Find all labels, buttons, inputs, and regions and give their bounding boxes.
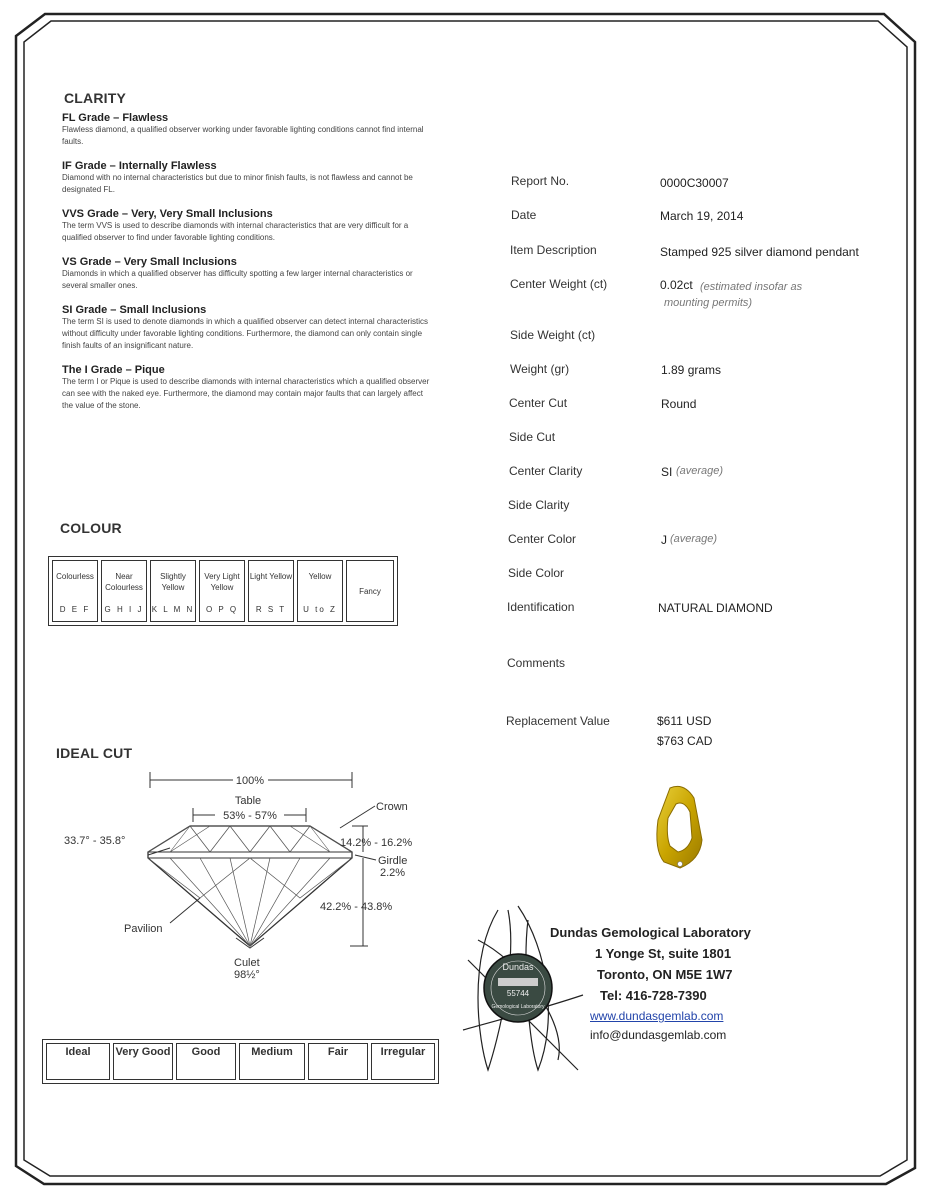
colour-scale [48, 556, 398, 626]
crown-angle-label: 33.7° - 35.8° [64, 835, 126, 847]
colour-cell: Yellow U to Z [297, 560, 343, 622]
cut-grade-cell: Irregular [371, 1043, 435, 1080]
clarity-grade-description: The term VVS is used to describe diamonds with internal characteristics that are very difficult for a qualified observer to find under favorable lighting conditions. [62, 221, 409, 242]
lab-telephone: Tel: 416-728-7390 [600, 988, 707, 1003]
replacement-value-cad: $763 CAD [657, 734, 713, 748]
lab-address-line2: Toronto, ON M5E 1W7 [597, 967, 733, 982]
clarity-grade-item [62, 256, 432, 304]
lab-website-link[interactable]: www.dundasgemlab.com [590, 1009, 724, 1023]
table-label: Table [234, 795, 262, 807]
clarity-heading: CLARITY [64, 90, 127, 106]
diamond-proportions-diagram [50, 768, 440, 988]
cut-grade-cell: Very Good [113, 1043, 173, 1080]
center-clarity-note: (average) [676, 465, 724, 477]
identification-label: Identification [507, 600, 575, 614]
center-clarity-label: Center Clarity [509, 464, 583, 478]
pavilion-depth-label: 42.2% - 43.8% [320, 901, 393, 913]
center-weight-value: 0.02ct [660, 278, 693, 292]
pendant-photo [640, 780, 720, 880]
girdle-percent-label: 2.2% [380, 867, 406, 879]
cut-grade-cell: Medium [239, 1043, 305, 1080]
clarity-grade-item [62, 208, 432, 256]
item-description-label: Item Description [510, 243, 597, 257]
cut-grade-cell: Good [176, 1043, 236, 1080]
seal-top-text: Dundas [502, 962, 534, 972]
identification-value: NATURAL DIAMOND [658, 601, 773, 615]
clarity-grade-title: VS Grade – Very Small Inclusions [62, 256, 237, 268]
side-clarity-label: Side Clarity [508, 498, 570, 512]
clarity-grade-item [62, 364, 432, 412]
lab-email: info@dundasgemlab.com [590, 1028, 727, 1042]
clarity-grade-description: Diamonds in which a qualified observer has difficulty spotting a few larger internal characteristics or several smaller ones. [62, 269, 413, 290]
center-weight-label: Center Weight (ct) [510, 277, 608, 291]
clarity-grade-title: SI Grade – Small Inclusions [62, 304, 207, 316]
clarity-grade-list [62, 112, 432, 412]
center-color-note: (average) [670, 533, 718, 545]
culet-angle-label: 98½° [234, 969, 260, 981]
clarity-grade-item [62, 112, 432, 160]
clarity-grade-description: The term I or Pique is used to describe diamonds with internal characteristics which a qualified observer can see with the naked eye. Furthermore, the diamond may contain major faults that can largely affect the value of the stone. [62, 377, 430, 410]
report-number-value: 0000C30007 [660, 176, 729, 190]
replacement-value-usd: $611 USD [657, 714, 712, 728]
clarity-grade-title: IF Grade – Internally Flawless [62, 160, 217, 172]
side-cut-label: Side Cut [509, 430, 556, 444]
clarity-grade-item [62, 304, 432, 364]
center-color-value: J [661, 533, 667, 547]
culet-label: Culet [234, 957, 260, 969]
colour-cell: Slightly Yellow K L M N [150, 560, 196, 622]
weight-label: Weight (gr) [510, 362, 570, 376]
date-value: March 19, 2014 [660, 209, 744, 223]
lab-name: Dundas Gemological Laboratory [550, 925, 751, 940]
item-description-value: Stamped 925 silver diamond pendant [660, 245, 859, 259]
colour-cell: Light Yellow R S T [248, 560, 294, 622]
center-weight-note: (estimated insofar as mounting permits) [664, 281, 803, 309]
replacement-value-label: Replacement Value [506, 714, 610, 728]
clarity-grade-description: The term SI is used to denote diamonds in which a qualified observer can detect internal characteristics without difficulty under favorable lighting conditions. Furthermore, the diamond can only contain single finish faults of an insignificant nature. [62, 317, 428, 350]
clarity-grade-title: VVS Grade – Very, Very Small Inclusions [62, 208, 273, 220]
seal-bottom-text: Gemological Laboratory [491, 1004, 545, 1010]
crown-label: Crown [376, 801, 408, 813]
center-color-label: Center Color [508, 532, 577, 546]
table-percent-label: 53% - 57% [223, 810, 277, 822]
side-color-label: Side Color [508, 566, 565, 580]
comments-label: Comments [507, 656, 566, 670]
report-number-label: Report No. [511, 174, 570, 188]
clarity-grade-description: Flawless diamond, a qualified observer working under favorable lighting conditions cannot find internal faults. [62, 125, 424, 146]
center-cut-value: Round [661, 397, 697, 411]
colour-heading: COLOUR [60, 520, 122, 536]
cut-grade-cell: Ideal [46, 1043, 110, 1080]
girdle-label: Girdle [378, 855, 408, 867]
lab-address-line1: 1 Yonge St, suite 1801 [595, 946, 732, 961]
clarity-grade-item [62, 160, 432, 208]
pavilion-label: Pavilion [124, 923, 163, 935]
clarity-grade-description: Diamond with no internal characteristics but due to minor finish faults, is not flawless and cannot be designated FL. [62, 173, 413, 194]
center-cut-label: Center Cut [509, 396, 568, 410]
crown-height-label: 14.2% - 16.2% [340, 837, 413, 849]
colour-cell: Near Colourless G H I J [101, 560, 147, 622]
clarity-grade-title: FL Grade – Flawless [62, 112, 169, 124]
clarity-grade-title: The I Grade – Pique [62, 364, 165, 376]
lab-seal [484, 954, 552, 1022]
date-label: Date [511, 208, 537, 222]
side-weight-label: Side Weight (ct) [510, 328, 596, 342]
width-percent-label: 100% [235, 775, 265, 787]
ideal-cut-heading: IDEAL CUT [56, 745, 133, 761]
colour-cell: Fancy [346, 560, 394, 622]
colour-cell: Colourless D E F [52, 560, 98, 622]
colour-cell: Very Light Yellow O P Q [199, 560, 245, 622]
cut-grade-scale [42, 1039, 439, 1084]
seal-number-text: 55744 [506, 989, 530, 998]
cut-grade-cell: Fair [308, 1043, 368, 1080]
center-clarity-value: SI [661, 465, 673, 479]
weight-value: 1.89 grams [661, 363, 722, 377]
